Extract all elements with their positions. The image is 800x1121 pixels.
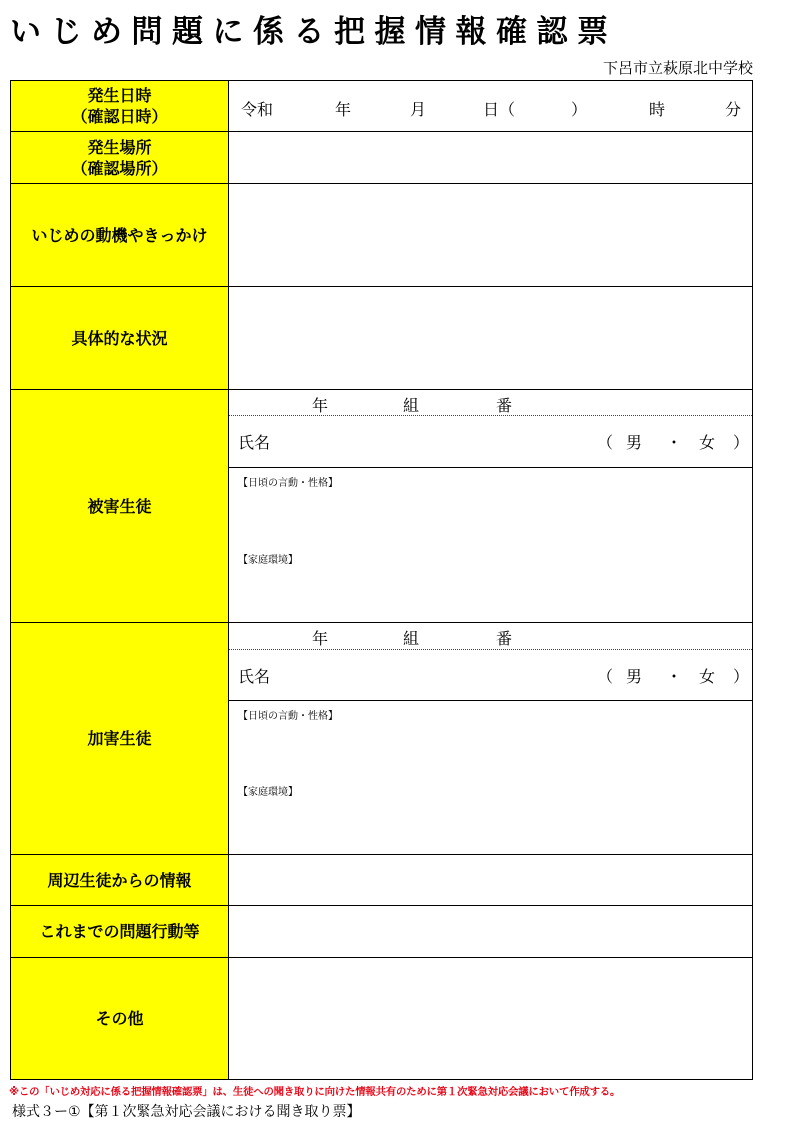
victim-number-label: 番	[496, 396, 513, 415]
row-other	[11, 958, 752, 1079]
aggressor-behavior-label: 【日頃の言動・性格】	[238, 711, 338, 722]
victim-name-label: 氏名	[238, 433, 271, 452]
era-label: 令和	[241, 100, 274, 119]
aggressor-gender-open: （	[597, 667, 614, 686]
victim-name-field[interactable]	[229, 416, 752, 468]
row-motive	[11, 184, 752, 287]
label-other-text: その他	[95, 1009, 144, 1028]
aggressor-number-label: 番	[496, 629, 513, 648]
aggressor-male-option[interactable]: 男	[626, 667, 643, 686]
footer-note: ※この「いじめ対応に係る把握情報確認票」は、生徒への聞き取りに向けた情報共有のために第１次緊急対応会議において作成する。	[9, 1086, 621, 1098]
label-datetime-sub: （確認日時）	[71, 107, 168, 126]
day-close-label: ）	[571, 100, 588, 119]
form-table	[10, 80, 753, 1080]
label-motive-text: いじめの動機やきっかけ	[31, 225, 208, 245]
day-open-label: 日（	[483, 100, 516, 119]
aggressor-grade-label: 年	[312, 629, 329, 648]
label-motive	[11, 184, 229, 286]
field-place[interactable]	[229, 132, 752, 183]
aggressor-class-label: 組	[403, 629, 420, 648]
field-history[interactable]	[229, 906, 752, 957]
month-label: 月	[410, 100, 427, 119]
victim-male-option[interactable]: 男	[626, 433, 643, 452]
year-label: 年	[335, 100, 352, 119]
minute-label: 分	[725, 100, 742, 119]
label-other	[11, 958, 229, 1079]
row-situation	[11, 287, 752, 390]
document-title: いじめ問題に係る把握情報確認票	[10, 14, 618, 50]
aggressor-gender-close: ）	[733, 667, 750, 686]
label-aggressor-text: 加害生徒	[87, 729, 152, 748]
victim-notes-field[interactable]	[229, 468, 752, 622]
row-victim	[11, 390, 752, 623]
row-peers	[11, 855, 752, 906]
label-situation	[11, 287, 229, 389]
field-situation[interactable]	[229, 287, 752, 389]
label-aggressor	[11, 623, 229, 854]
victim-class-field[interactable]	[229, 390, 752, 416]
victim-gender-separator: ・	[666, 433, 683, 452]
field-other[interactable]	[229, 958, 752, 1079]
label-place-sub: （確認場所）	[71, 158, 168, 178]
victim-behavior-label: 【日頃の言動・性格】	[238, 478, 338, 489]
row-history	[11, 906, 752, 958]
label-place	[11, 132, 229, 183]
aggressor-female-option[interactable]: 女	[699, 667, 716, 686]
aggressor-gender-separator: ・	[666, 667, 683, 686]
label-peers	[11, 855, 229, 905]
aggressor-family-label: 【家庭環境】	[238, 787, 298, 798]
victim-family-label: 【家庭環境】	[238, 555, 298, 566]
row-datetime	[11, 81, 752, 132]
label-victim-text: 被害生徒	[87, 496, 152, 516]
victim-gender-open: （	[597, 433, 614, 452]
label-datetime-main: 発生日時	[87, 86, 152, 105]
hour-label: 時	[649, 100, 666, 119]
aggressor-class-field[interactable]	[229, 623, 752, 650]
victim-female-option[interactable]: 女	[699, 433, 716, 452]
victim-gender-close: ）	[733, 433, 750, 452]
label-peers-text: 周辺生徒からの情報	[47, 870, 192, 890]
label-situation-text: 具体的な状況	[71, 328, 168, 348]
field-peers[interactable]	[229, 855, 752, 905]
victim-class-label: 組	[403, 396, 420, 415]
field-datetime[interactable]	[229, 81, 752, 131]
field-motive[interactable]	[229, 184, 752, 286]
aggressor-name-field[interactable]	[229, 650, 752, 701]
victim-grade-label: 年	[312, 396, 329, 415]
label-history-text: これまでの問題行動等	[39, 922, 200, 941]
label-place-main: 発生場所	[87, 137, 152, 157]
school-name: 下呂市立萩原北中学校	[602, 59, 753, 77]
form-number: 様式３ー①【第１次緊急対応会議における聞き取り票】	[12, 1104, 361, 1120]
aggressor-name-label: 氏名	[238, 667, 271, 686]
label-victim	[11, 390, 229, 622]
aggressor-details	[229, 623, 752, 854]
label-history	[11, 906, 229, 957]
row-place	[11, 132, 752, 184]
aggressor-notes-field[interactable]	[229, 701, 752, 854]
label-datetime	[11, 81, 229, 131]
victim-details	[229, 390, 752, 622]
row-aggressor	[11, 623, 752, 855]
